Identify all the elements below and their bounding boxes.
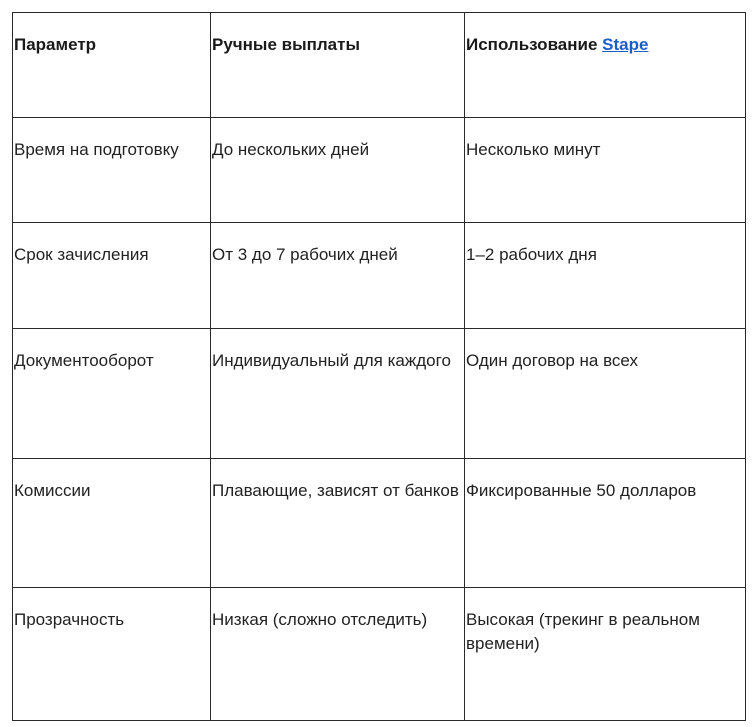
row-manual-cell: Низкая (сложно отследить) — [211, 588, 465, 721]
row-param-cell: Документооборот — [13, 329, 211, 459]
row-stape-cell: Высокая (трекинг в реальном времени) — [465, 588, 746, 721]
table-row — [13, 588, 746, 721]
row-manual-cell: От 3 до 7 рабочих дней — [211, 223, 465, 329]
row-stape-cell: Один договор на всех — [465, 329, 746, 459]
row-param-cell: Прозрачность — [13, 588, 211, 721]
table-row — [13, 223, 746, 329]
row-manual-cell: Индивидуальный для каждого — [211, 329, 465, 459]
stape-link[interactable]: Stape — [602, 35, 649, 54]
row-param-cell: Срок зачисления — [13, 223, 211, 329]
table-header-row — [13, 13, 746, 118]
row-param-cell: Комиссии — [13, 459, 211, 588]
row-param-cell: Время на подготовку — [13, 118, 211, 223]
row-stape-cell: Фиксированные 50 долларов — [465, 459, 746, 588]
table-row — [13, 329, 746, 459]
row-manual-cell: До нескольких дней — [211, 118, 465, 223]
table-row — [13, 118, 746, 223]
row-manual-cell: Плавающие, зависят от банков — [211, 459, 465, 588]
header-stape-prefix: Использование — [466, 35, 598, 54]
comparison-table — [12, 12, 746, 721]
header-param: Параметр — [13, 13, 211, 118]
table-row — [13, 459, 746, 588]
row-stape-cell: 1–2 рабочих дня — [465, 223, 746, 329]
header-manual-payouts: Ручные выплаты — [211, 13, 465, 118]
header-stape-usage — [465, 13, 746, 118]
row-stape-cell: Несколько минут — [465, 118, 746, 223]
